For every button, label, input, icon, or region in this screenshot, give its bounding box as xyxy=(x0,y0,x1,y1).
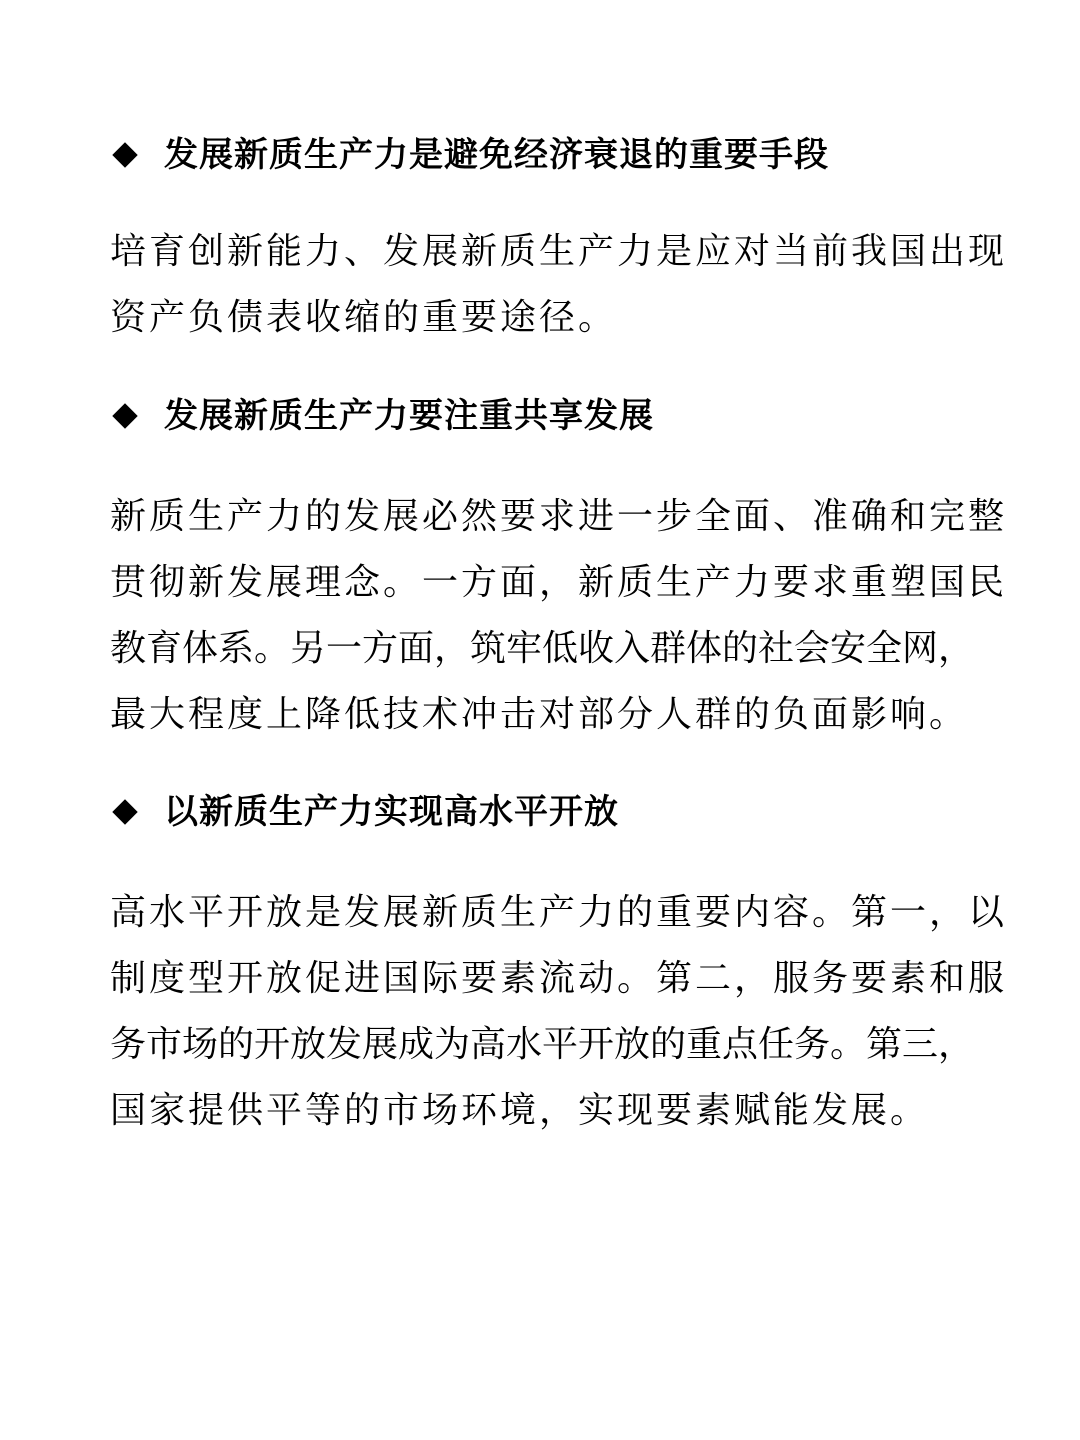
paragraph-line: 国家提供平等的市场环境，实现要素赋能发展。 xyxy=(110,1090,930,1131)
diamond-bullet-icon xyxy=(112,142,137,167)
paragraph-line: 新质生产力的发展必然要求进一步全面、准确和完整 xyxy=(110,496,1008,537)
section-heading-2 xyxy=(110,386,654,446)
section-heading-text: 以新质生产力实现高水平开放 xyxy=(164,792,619,832)
paragraph-line: 培育创新能力、发展新质生产力是应对当前我国出现 xyxy=(110,231,1008,272)
section-paragraph-1 xyxy=(110,219,1008,351)
section-paragraph-2 xyxy=(110,484,1008,748)
paragraph-line: 教育体系。另一方面，筑牢低收入群体的社会安全网， xyxy=(110,628,975,669)
paragraph-line: 务市场的开放发展成为高水平开放的重点任务。第三， xyxy=(110,1024,975,1065)
section-heading-1 xyxy=(110,125,829,185)
section-heading-text: 发展新质生产力是避免经济衰退的重要手段 xyxy=(164,135,829,175)
section-paragraph-3 xyxy=(110,880,1008,1144)
section-heading-3 xyxy=(110,782,619,842)
diamond-bullet-icon xyxy=(112,403,137,428)
paragraph-line: 制度型开放促进国际要素流动。第二，服务要素和服 xyxy=(110,958,1008,999)
paragraph-line: 资产负债表收缩的重要途径。 xyxy=(110,297,618,338)
paragraph-line: 贯彻新发展理念。一方面，新质生产力要求重塑国民 xyxy=(110,562,1008,603)
paragraph-line: 高水平开放是发展新质生产力的重要内容。第一，以 xyxy=(110,892,1008,933)
paragraph-line: 最大程度上降低技术冲击对部分人群的负面影响。 xyxy=(110,694,969,735)
section-heading-text: 发展新质生产力要注重共享发展 xyxy=(164,396,654,436)
diamond-bullet-icon xyxy=(112,799,137,824)
